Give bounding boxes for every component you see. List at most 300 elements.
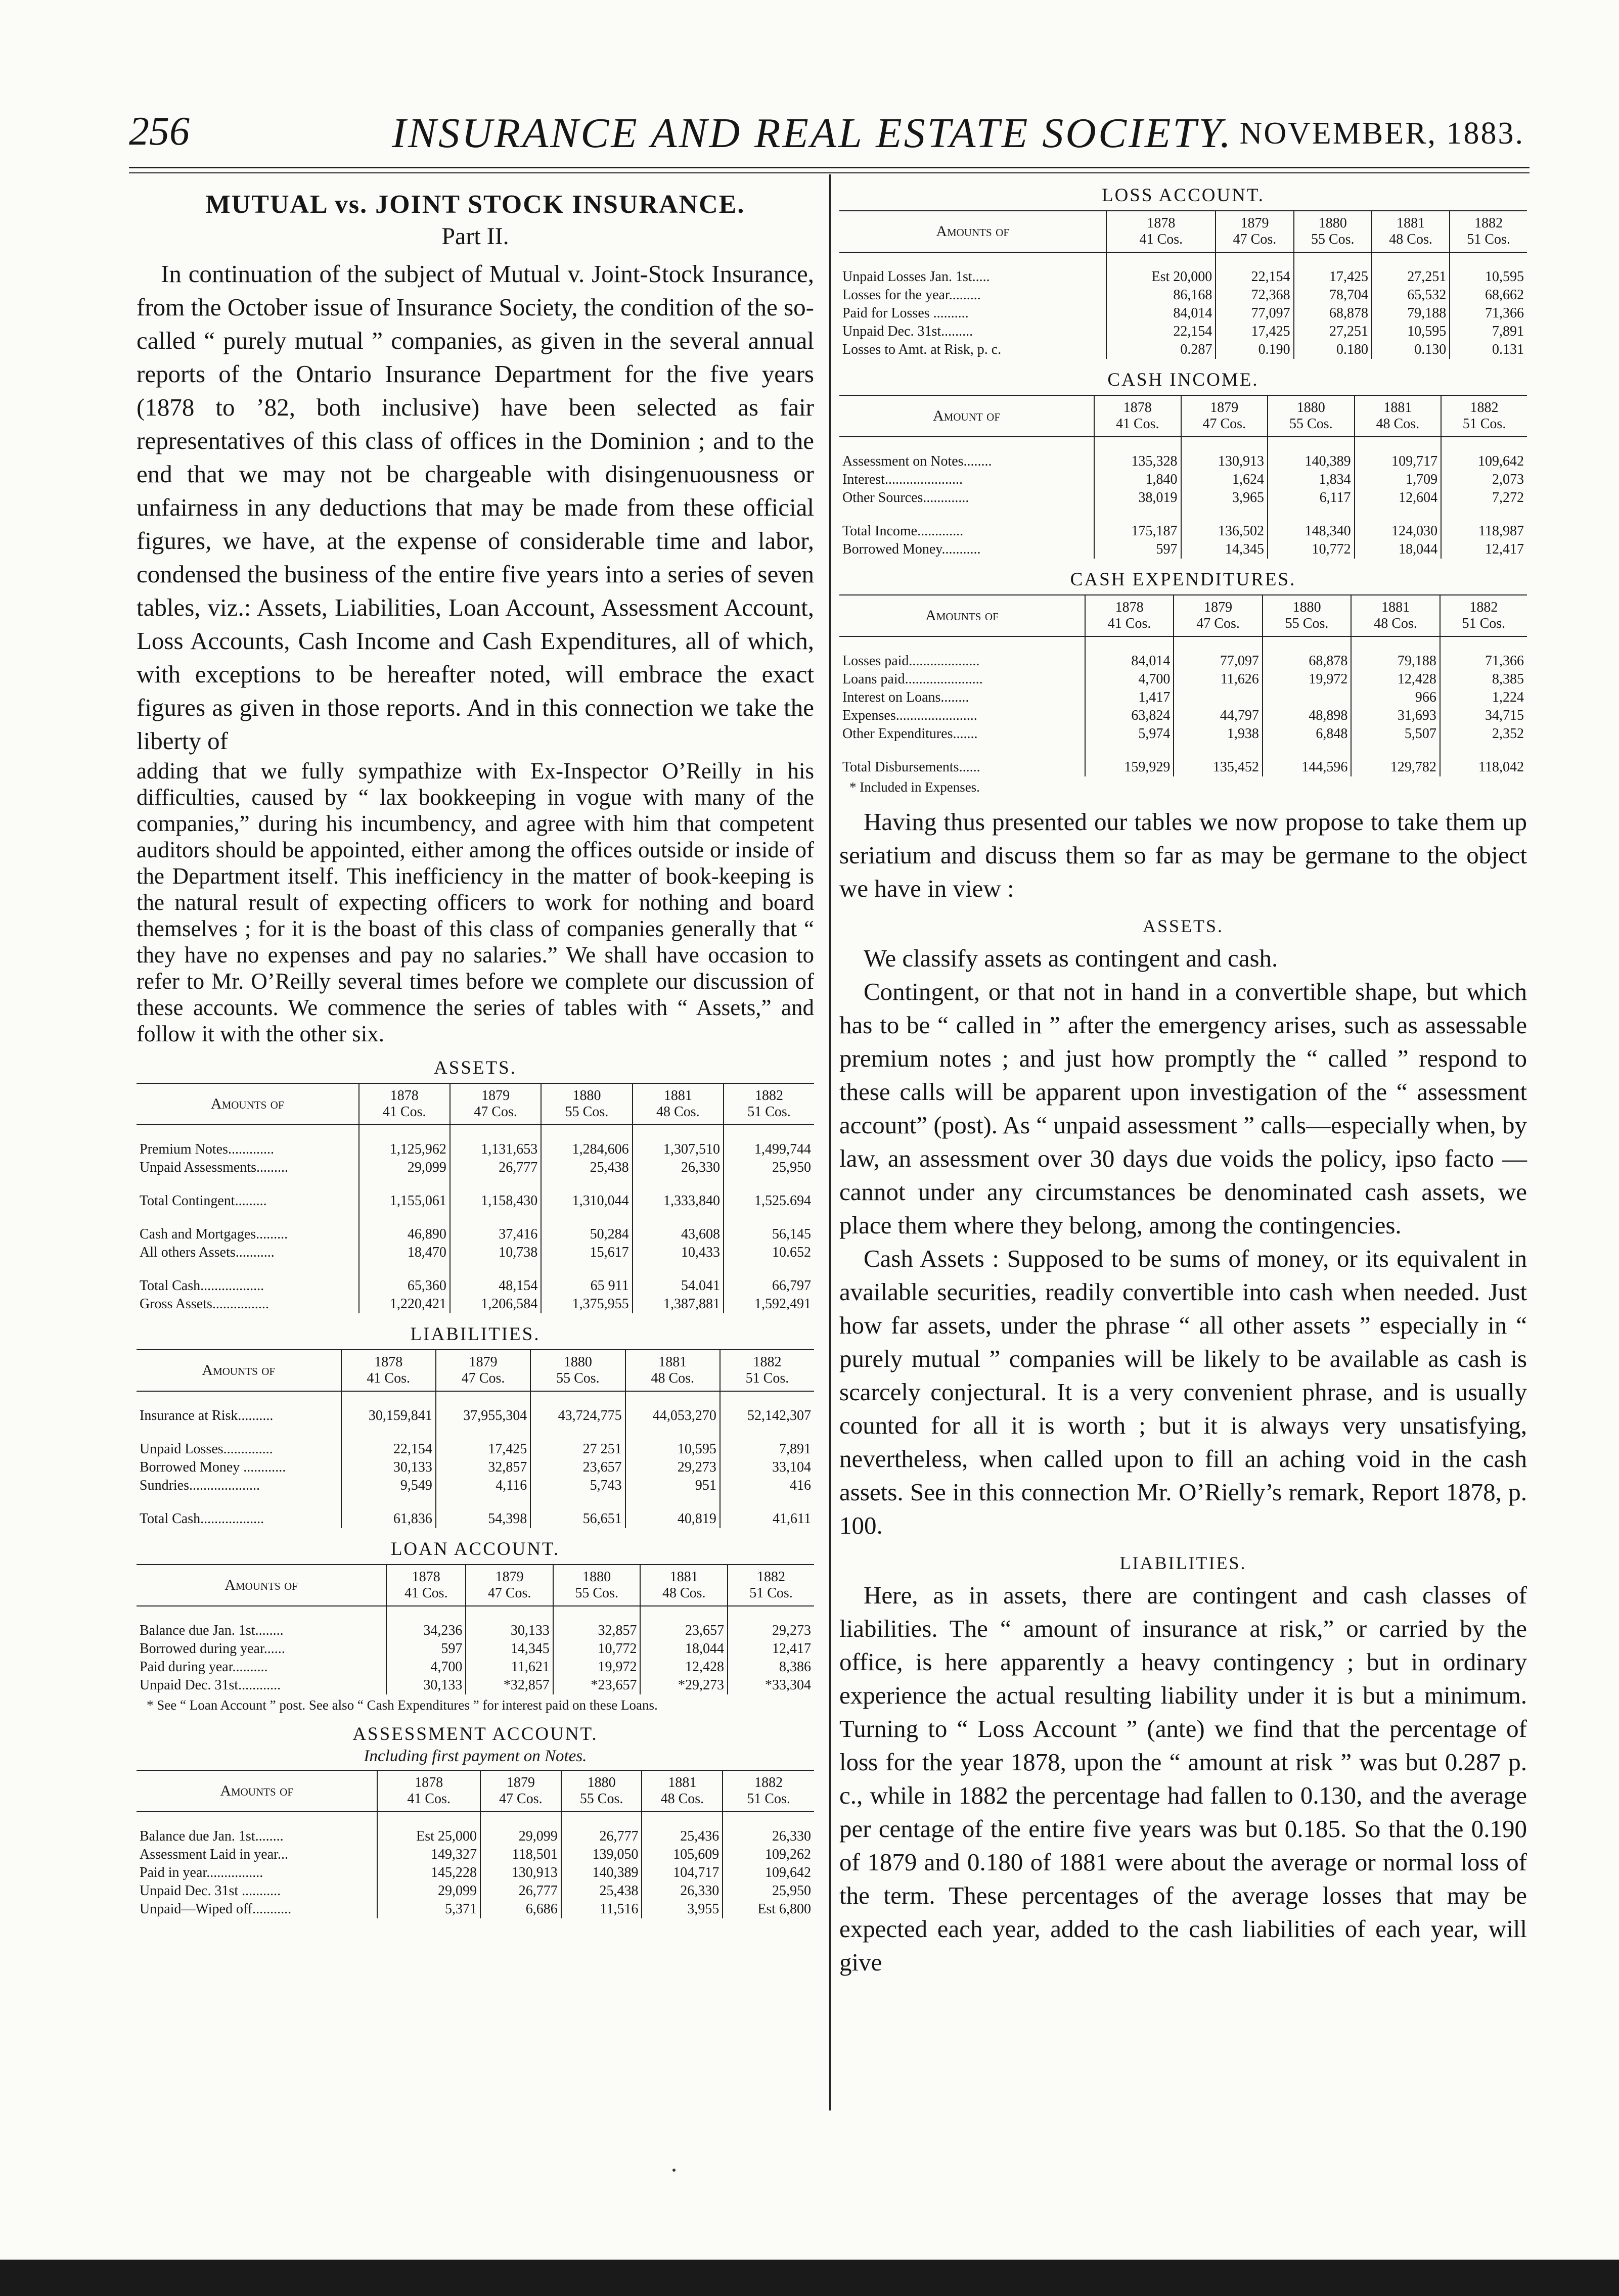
table-cell: 25,436 [642,1827,723,1846]
column-header-year [377,1770,480,1812]
table-cell: 48,898 [1263,707,1352,725]
column-header-year [640,1565,728,1606]
row-label: Premium Notes............. [140,1141,274,1157]
table-cell: 6,848 [1263,725,1352,743]
table-row [137,1658,814,1676]
table-row [137,1407,814,1425]
table-cell: 17,425 [1294,268,1372,286]
companies-label: 51 Cos. [1467,232,1510,247]
row-label: Other Sources............. [842,490,969,506]
assessment-account-table-title: ASSESSMENT ACCOUNT. [352,1724,598,1744]
table-cell: 25,950 [723,1882,814,1900]
table-cell: 3,965 [1181,489,1268,507]
table-cell: 4,116 [436,1477,530,1495]
assets-table-title: ASSETS. [434,1058,517,1078]
companies-label: 41 Cos. [1107,616,1151,631]
table-cell: 26,777 [561,1827,642,1846]
year-label: 1879 [1210,400,1239,416]
table-cell: 84,014 [1106,304,1216,323]
table-row [137,1225,814,1244]
column-header-label: Amounts of [839,595,1085,636]
table-cell: 26,777 [480,1882,561,1900]
companies-label: 55 Cos. [575,1585,618,1601]
article-paragraph: Having thus presented our tables we now propose to take them up seriatium and discuss them so far as may be germane to the object we have in view : [839,808,1527,902]
companies-label: 48 Cos. [1376,416,1420,432]
table-header-row [137,1083,814,1125]
table-cell: 109,642 [1441,452,1527,471]
column-header-year [530,1350,625,1391]
row-label: Unpaid—Wiped off........... [140,1901,292,1917]
row-label: Balance due Jan. 1st........ [140,1623,284,1638]
table-cell: 27 251 [530,1440,625,1458]
column-header-year [1216,211,1293,252]
table-row [137,1458,814,1477]
year-label: 1881 [668,1775,697,1790]
table-cell: 10.652 [724,1244,814,1262]
table-cell: 61,836 [341,1510,436,1528]
year-label: 1882 [757,1569,785,1585]
cash-income-table [839,395,1527,559]
table-cell: 10,772 [553,1640,641,1658]
column-header-year [450,1083,541,1125]
table-cell: 68,878 [1263,652,1352,670]
row-label: Interest...................... [842,472,963,487]
table-cell: 1,417 [1085,688,1174,707]
year-label: 1882 [1470,400,1499,416]
column-header-label: Amounts of [137,1350,341,1391]
table-cell: 68,662 [1450,286,1527,304]
table-row [137,1244,814,1262]
table-cell: 52,142,307 [720,1407,814,1425]
cash-expenditures-table-title: CASH EXPENDITURES. [1070,569,1296,590]
table-row [137,1882,814,1900]
table-row [839,522,1527,540]
table-cell: 7,891 [720,1440,814,1458]
column-header-year [1294,211,1372,252]
row-label: Paid during year.......... [140,1659,268,1675]
table-cell: 25,438 [561,1882,642,1900]
companies-label: 51 Cos. [747,1104,791,1120]
table-header-row [137,1770,814,1812]
table-cell: 32,857 [436,1458,530,1477]
assets-table [137,1083,814,1313]
column-header-year [723,1770,814,1812]
companies-label: 55 Cos. [565,1104,609,1120]
table-cell: 109,262 [723,1846,814,1864]
row-label: Sundries.................... [140,1478,260,1493]
year-label: 1879 [1204,600,1233,615]
column-header-year [1085,595,1174,636]
table-cell: 26,777 [450,1159,541,1177]
table-cell: 1,307,510 [633,1140,724,1159]
table-cell: 149,327 [377,1846,480,1864]
table-cell: 124,030 [1355,522,1442,540]
column-header-year [633,1083,724,1125]
table-header-row [839,595,1527,636]
table-cell: 148,340 [1268,522,1355,540]
table-cell: 32,857 [553,1622,641,1640]
table-cell: 26,330 [642,1882,723,1900]
table-cell: 23,657 [530,1458,625,1477]
table-cell: 71,366 [1440,652,1527,670]
row-label: Assessment Laid in year... [140,1847,288,1862]
table-cell: *33,304 [728,1676,814,1694]
year-label: 1878 [412,1569,440,1585]
table-cell: 19,972 [553,1658,641,1676]
table-spacer [839,437,1527,452]
year-label: 1879 [1240,215,1269,231]
cash-expenditures-footnote: * Included in Expenses. [849,779,980,795]
companies-label: 51 Cos. [1462,416,1506,432]
table-cell: *29,273 [640,1676,728,1694]
header-rule [129,167,1530,173]
companies-label: 48 Cos. [1374,616,1417,631]
column-header-year [642,1770,723,1812]
column-header-year [466,1565,553,1606]
table-row [839,670,1527,688]
year-label: 1878 [1123,400,1152,416]
table-cell: 12,417 [1441,540,1527,559]
table-row [137,1622,814,1640]
column-header-year [541,1083,632,1125]
column-header-label: Amounts of [137,1770,377,1812]
row-label: Unpaid Assessments......... [140,1160,288,1175]
table-cell: 966 [1351,688,1440,707]
table-cell: 37,955,304 [436,1407,530,1425]
table-cell: 10,772 [1268,540,1355,559]
year-label: 1878 [415,1775,443,1790]
year-label: 1880 [563,1354,592,1370]
table-cell: 18,044 [640,1640,728,1658]
companies-label: 48 Cos. [651,1370,695,1386]
table-cell: 144,596 [1263,758,1352,776]
column-header-year [1263,595,1352,636]
column-header-year [1355,395,1442,437]
row-label: Unpaid Dec. 31st ........... [140,1883,281,1899]
table-cell: 0.130 [1372,341,1450,359]
column-header-year [436,1350,530,1391]
table-cell: 12,417 [728,1640,814,1658]
table-row [137,1440,814,1458]
table-cell: *32,857 [466,1676,553,1694]
table-row [137,1676,814,1694]
article-title: MUTUAL vs. JOINT STOCK INSURANCE. [205,190,745,219]
year-label: 1881 [1397,215,1425,231]
loan-account-table [137,1564,814,1694]
row-label: Losses paid.................... [842,653,980,669]
year-label: 1880 [1296,400,1325,416]
table-cell: 0.180 [1294,341,1372,359]
page-number: 256 [129,109,190,154]
table-cell: 10,595 [625,1440,720,1458]
table-cell: 56,145 [724,1225,814,1244]
year-label: 1880 [572,1088,601,1104]
table-cell: 29,273 [625,1458,720,1477]
table-cell: 30,159,841 [341,1407,436,1425]
left-column [137,179,814,1918]
table-cell: 1,131,653 [450,1140,541,1159]
table-cell: 43,724,775 [530,1407,625,1425]
table-spacer [137,1812,814,1827]
column-header-year [1441,395,1527,437]
table-row [839,452,1527,471]
table-cell: 159,929 [1085,758,1174,776]
table-cell: 5,974 [1085,725,1174,743]
table-cell: 129,782 [1351,758,1440,776]
table-cell: 30,133 [341,1458,436,1477]
table-cell: Est 25,000 [377,1827,480,1846]
table-cell: 139,050 [561,1846,642,1864]
companies-label: 41 Cos. [407,1791,451,1807]
table-cell: 27,251 [1294,323,1372,341]
column-header-year [625,1350,720,1391]
table-cell: 23,657 [640,1622,728,1640]
table-row [137,1159,814,1177]
table-cell: 1,220,421 [359,1295,450,1313]
table-spacer [137,1425,814,1440]
table-cell: 140,389 [1268,452,1355,471]
table-cell: 118,042 [1440,758,1527,776]
table-cell: 41,611 [720,1510,814,1528]
column-header-label: Amounts of [137,1565,386,1606]
table-cell: 10,433 [633,1244,724,1262]
table-row [839,323,1527,341]
column-header-year [386,1565,466,1606]
table-cell: 0.131 [1450,341,1527,359]
table-cell: 78,704 [1294,286,1372,304]
table-cell: 1,333,840 [633,1192,724,1210]
table-cell: 33,104 [720,1458,814,1477]
column-header-year [1174,595,1263,636]
table-cell: 6,117 [1268,489,1355,507]
table-cell: 145,228 [377,1864,480,1882]
table-cell: 34,236 [386,1622,466,1640]
year-label: 1879 [506,1775,535,1790]
table-spacer [137,1606,814,1622]
table-spacer [839,743,1527,758]
companies-label: 51 Cos. [745,1370,789,1386]
row-label: Assessment on Notes........ [842,453,992,469]
table-cell: 18,470 [359,1244,450,1262]
column-header-label: Amount of [839,395,1094,437]
table-cell [1263,688,1352,707]
table-cell: 1,624 [1181,471,1268,489]
table-cell: 65,360 [359,1277,450,1295]
loan-account-table-title: LOAN ACCOUNT. [390,1539,560,1559]
table-cell: 1,834 [1268,471,1355,489]
table-cell: 12,604 [1355,489,1442,507]
companies-label: 51 Cos. [1462,616,1506,631]
table-cell: 65 911 [541,1277,632,1295]
table-cell: 11,626 [1174,670,1263,688]
column-header-label: Amounts of [839,211,1106,252]
row-label: Unpaid Losses Jan. 1st..... [842,269,990,285]
table-cell: 29,099 [377,1882,480,1900]
table-cell: 12,428 [640,1658,728,1676]
table-cell: 1,387,881 [633,1295,724,1313]
table-cell: 11,621 [466,1658,553,1676]
column-header-year [1351,595,1440,636]
row-label: Unpaid Losses.............. [140,1441,273,1457]
row-label: Balance due Jan. 1st........ [140,1828,284,1844]
table-cell: 84,014 [1085,652,1174,670]
table-cell: 25,438 [541,1159,632,1177]
table-row [839,471,1527,489]
table-header-row [137,1350,814,1391]
row-label: Expenses....................... [842,708,977,723]
table-row [839,725,1527,743]
companies-label: 55 Cos. [579,1791,623,1807]
table-cell: 10,595 [1450,268,1527,286]
table-cell: 40,819 [625,1510,720,1528]
year-label: 1881 [1381,600,1410,615]
table-cell: 7,891 [1450,323,1527,341]
table-cell: 416 [720,1477,814,1495]
table-spacer [839,507,1527,522]
row-label: All others Assets........... [140,1245,275,1260]
table-cell: 118,987 [1441,522,1527,540]
table-cell: 1,938 [1174,725,1263,743]
year-label: 1878 [390,1088,419,1104]
right-column [839,179,1527,1979]
row-label: Paid for Losses .......... [842,305,969,321]
print-speck [672,2169,676,2172]
year-label: 1878 [1147,215,1176,231]
row-label: Total Contingent......... [140,1193,267,1209]
issue-date: NOVEMBER, 1883. [1239,116,1524,151]
table-header-row [839,211,1527,252]
table-cell: 1,709 [1355,471,1442,489]
table-cell: 68,878 [1294,304,1372,323]
table-cell: 54.041 [633,1277,724,1295]
loss-account-table-title: LOSS ACCOUNT. [1101,185,1265,206]
column-header-year [1268,395,1355,437]
year-label: 1882 [755,1088,783,1104]
table-cell: 118,501 [480,1846,561,1864]
companies-label: 51 Cos. [747,1791,790,1807]
table-cell: Est 20,000 [1106,268,1216,286]
companies-label: 47 Cos. [499,1791,543,1807]
table-cell: 30,133 [466,1622,553,1640]
table-cell: 1,310,044 [541,1192,632,1210]
table-row [137,1864,814,1882]
table-cell: 5,371 [377,1900,480,1918]
row-label: Interest on Loans........ [842,690,969,705]
table-cell: 72,368 [1216,286,1293,304]
table-row [839,489,1527,507]
row-label: Unpaid Dec. 31st......... [842,324,973,339]
table-cell: 10,738 [450,1244,541,1262]
row-label: Loans paid...................... [842,671,983,687]
table-row [137,1827,814,1846]
companies-label: 47 Cos. [1233,232,1277,247]
table-cell: 15,617 [541,1244,632,1262]
table-cell: 130,913 [1181,452,1268,471]
year-label: 1881 [1383,400,1412,416]
table-cell: 2,352 [1440,725,1527,743]
table-row [839,304,1527,323]
table-cell: 54,398 [436,1510,530,1528]
table-cell: 130,913 [480,1864,561,1882]
row-label: Paid in year................ [140,1865,263,1880]
table-cell: 12,428 [1351,670,1440,688]
table-spacer [137,1262,814,1277]
companies-label: 55 Cos. [1285,616,1329,631]
table-cell: 29,099 [359,1159,450,1177]
table-row [839,707,1527,725]
companies-label: 41 Cos. [1139,232,1183,247]
assets-section-heading: ASSETS. [1142,916,1224,936]
table-cell: 26,330 [723,1827,814,1846]
table-cell: 105,609 [642,1846,723,1864]
table-cell: 56,651 [530,1510,625,1528]
cash-income-table-title: CASH INCOME. [1107,370,1259,390]
year-label: 1880 [587,1775,616,1790]
table-cell: 140,389 [561,1864,642,1882]
column-header-label: Amounts of [137,1083,359,1125]
year-label: 1882 [1469,600,1498,615]
table-cell: 31,693 [1351,707,1440,725]
table-cell: 1,158,430 [450,1192,541,1210]
table-cell: 79,188 [1372,304,1450,323]
column-header-year [561,1770,642,1812]
column-header-year [359,1083,450,1125]
assessment-account-subtitle: Including first payment on Notes. [364,1747,587,1765]
table-cell [1174,688,1263,707]
table-cell: 11,516 [561,1900,642,1918]
row-label: Borrowed Money ............ [140,1459,286,1475]
companies-label: 47 Cos. [461,1370,505,1386]
table-cell: 18,044 [1355,540,1442,559]
table-cell: 175,187 [1094,522,1181,540]
liabilities-table-title: LIABILITIES. [410,1324,541,1345]
table-cell: *23,657 [553,1676,641,1694]
table-cell: 1,375,955 [541,1295,632,1313]
table-cell: 1,206,584 [450,1295,541,1313]
companies-label: 55 Cos. [556,1370,600,1386]
table-cell: 38,019 [1094,489,1181,507]
cash-expenditures-table [839,594,1527,776]
liabilities-table [137,1349,814,1528]
table-cell: 5,507 [1351,725,1440,743]
table-cell: 22,154 [341,1440,436,1458]
companies-label: 47 Cos. [474,1104,517,1120]
row-label: Total Cash.................. [140,1511,264,1527]
loss-account-table [839,210,1527,359]
article-paragraph: Contingent, or that not in hand in a convertible shape, but which has to be “ called in ” after the emergency arises, such as assessable premium notes ; and just how promptly the “ called ” respond to these calls will be apparent upon investigation of the “ assessment account” (post). As “ unpaid assessment ” calls—especially when, by law, an assessment over 30 days due voids the policy, ipso facto —cannot under any circumstances be denominated cash assets, we place them where they belong, among the contingencies. [839,978,1527,1239]
column-header-year [1106,211,1216,252]
companies-label: 41 Cos. [1115,416,1159,432]
article-paragraph: Here, as in assets, there are contingent and cash classes of liabilities. The “ amount of insurance at risk,” or carried by the office, is here apparently a heavy contingency ; but in ordinary experience the actual resulting liability under it is but a minimum. Turning to “ Loss Account ” (ante) we find that the percentage of loss for the year 1878, upon the “ amount at risk ” was but 0.287 p. c., while in 1882 the percentage had fallen to 0.130, and the average per centage of the entire five years was but 0.185. So that the 0.190 of 1879 and 0.180 of 1881 were about the average or normal loss of the term. These percentages of the average losses that may be expected each year, added to the cash liabilities of each year, will give [839,1581,1527,1976]
year-label: 1881 [663,1088,692,1104]
article-paragraph: adding that we fully sympathize with Ex-Inspector O’Reilly in his difficulties, caused by “ lax bookkeeping in vogue with many of the companies,” during his incumbency, and agree with him that competent auditors should be appointed, either among the offices outside or inside of the Department itself. This inefficiency in the matter of book-keeping is the natural result of expecting officers to work for nothing and board themselves ; for it is the boast of this class of companies generally that “ they have no expenses and pay no salaries.” We shall have occasion to refer to Mr. O’Reilly several times before we complete our discussion of these accounts. We commence the series of tables with “ Assets,” and follow it with the other six. [137,758,814,1046]
liabilities-section-heading: LIABILITIES. [1119,1553,1247,1573]
companies-label: 47 Cos. [1196,616,1240,631]
scan-bottom-edge [0,2260,1619,2296]
table-cell: 71,366 [1450,304,1527,323]
column-header-year [1094,395,1181,437]
table-cell: 26,330 [633,1159,724,1177]
table-cell: 63,824 [1085,707,1174,725]
table-cell: 4,700 [1085,670,1174,688]
table-cell: 8,386 [728,1658,814,1676]
table-cell: 86,168 [1106,286,1216,304]
column-header-year [553,1565,641,1606]
table-cell: 1,284,606 [541,1140,632,1159]
loan-account-footnote: * See “ Loan Account ” post. See also “ Cash Expenditures ” for interest paid on these Loans. [147,1697,658,1713]
year-label: 1880 [582,1569,611,1585]
column-header-year [724,1083,814,1125]
